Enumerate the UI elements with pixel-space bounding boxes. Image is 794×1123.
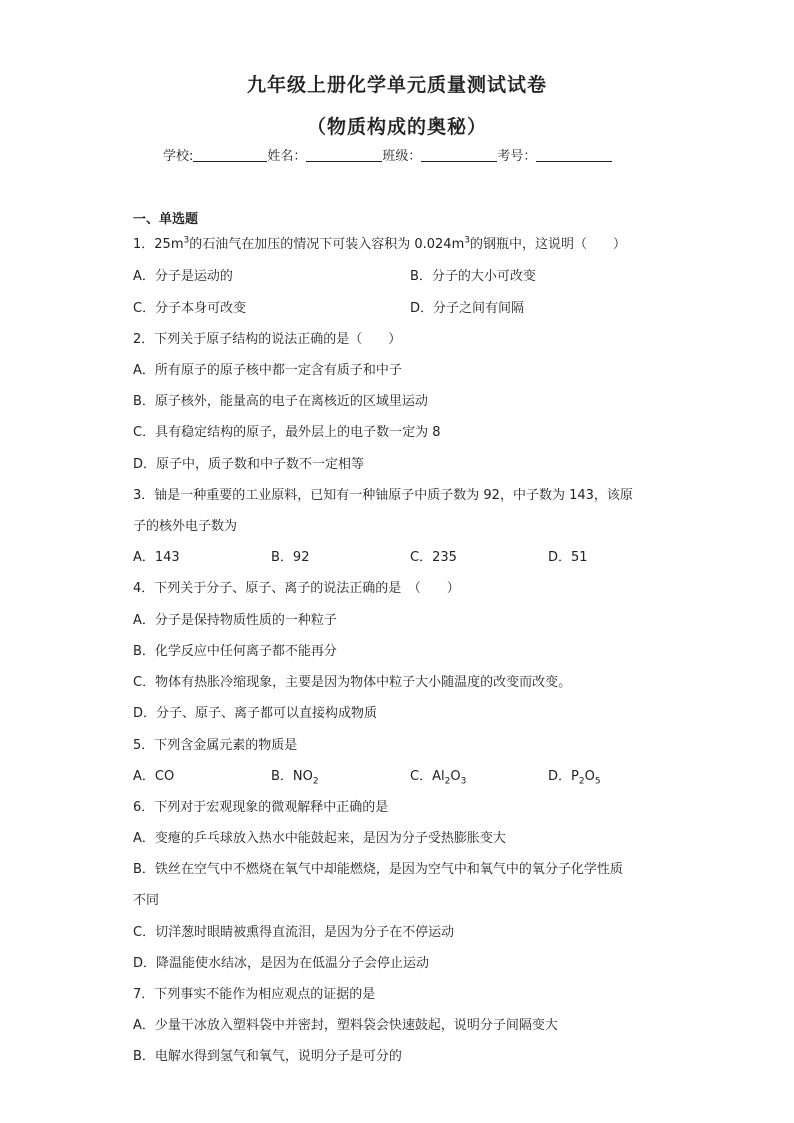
school-label: 学校: — [163, 149, 194, 164]
question-2-option-b: B．原子核外，能量高的电子在离核近的区域里运动 — [133, 394, 428, 409]
question-1-option-d: D．分子之间有间隔 — [410, 301, 525, 316]
question-2-stem: 2．下列关于原子结构的说法正确的是（ ） — [133, 332, 402, 347]
question-4-option-a: A．分子是保持物质性质的一种粒子 — [133, 613, 337, 628]
question-1-option-b: B．分子的大小可改变 — [410, 269, 536, 284]
question-3-option-c: C．235 — [410, 550, 457, 565]
question-6-option-b-line2: 不同 — [133, 893, 160, 908]
id-label: 考号： — [497, 149, 537, 164]
question-5-option-b: B．$NO_2$ — [271, 769, 319, 787]
exam-title: 九年级上册化学单元质量测试试卷 — [246, 74, 547, 96]
class-blank — [421, 147, 497, 162]
question-6-option-c: C．切洋葱时眼睛被熏得直流泪，是因为分子在不停运动 — [133, 925, 455, 940]
question-3-stem-line2: 子的核外电子数为 — [133, 519, 238, 534]
question-4-option-c: C．物体有热胀冷缩现象，主要是因为物体中粒子大小随温度的改变而改变。 — [133, 675, 572, 690]
question-5-option-d: D．$P_2O_5$ — [548, 769, 601, 787]
question-4-option-b: B．化学反应中任何离子都不能再分 — [133, 644, 337, 659]
student-info-row — [163, 145, 612, 164]
question-3-option-a: A．143 — [133, 550, 180, 565]
id-blank — [536, 147, 612, 162]
question-2-option-d: D．原子中，质子数和中子数不一定相等 — [133, 457, 365, 472]
question-4-option-d: D．分子、原子、离子都可以直接构成物质 — [133, 706, 378, 721]
question-6-option-a: A．变瘪的乒乓球放入热水中能鼓起来，是因为分子受热膨胀变大 — [133, 831, 506, 846]
question-3-option-b: B．92 — [271, 550, 310, 565]
question-7-stem: 7．下列事实不能作为相应观点的证据的是 — [133, 987, 376, 1002]
question-3-stem-line1: 3．铀是一种重要的工业原料，已知有一种铀原子中质子数为 92，中子数为 143，该原 — [133, 488, 633, 503]
question-3-option-d: D．51 — [548, 550, 588, 565]
question-7-option-b: B．电解水得到氢气和氧气，说明分子是可分的 — [133, 1049, 402, 1064]
question-6-stem: 6．下列对于宏观现象的微观解释中正确的是 — [133, 800, 389, 815]
question-2-option-a: A．所有原子的原子核中都一定含有质子和中子 — [133, 363, 402, 378]
question-6-option-b-line1: B．铁丝在空气中不燃烧在氧气中却能燃烧，是因为空气中和氧气中的氧分子化学性质 — [133, 862, 623, 877]
question-5-stem: 5．下列含金属元素的物质是 — [133, 738, 298, 753]
name-label: 姓名： — [267, 149, 307, 164]
question-1-stem: 1．$25m^3$的石油气在加压的情况下可装入容积为 $0.024m^3$的钢瓶中，这说明（ ） — [133, 235, 626, 252]
school-blank — [193, 147, 267, 162]
question-1-option-c: C．分子本身可改变 — [133, 301, 247, 316]
question-5-option-c: C．$Al_2O_3$ — [410, 769, 467, 787]
question-2-option-c: C．具有稳定结构的原子，最外层上的电子数一定为 8 — [133, 425, 441, 440]
question-6-option-d: D．降温能使水结冰，是因为在低温分子会停止运动 — [133, 956, 430, 971]
name-blank — [306, 147, 382, 162]
class-label: 班级： — [382, 149, 422, 164]
question-1-option-a: A．分子是运动的 — [133, 269, 233, 284]
exam-subtitle: （物质构成的奥秘） — [306, 116, 487, 138]
section-heading: 一、单选题 — [133, 212, 199, 227]
question-4-stem: 4．下列关于分子、原子、离子的说法正确的是 （ ） — [133, 581, 460, 596]
question-5-option-a: A．CO — [133, 769, 175, 784]
question-7-option-a: A．少量干冰放入塑料袋中并密封，塑料袋会快速鼓起，说明分子间隔变大 — [133, 1018, 558, 1033]
